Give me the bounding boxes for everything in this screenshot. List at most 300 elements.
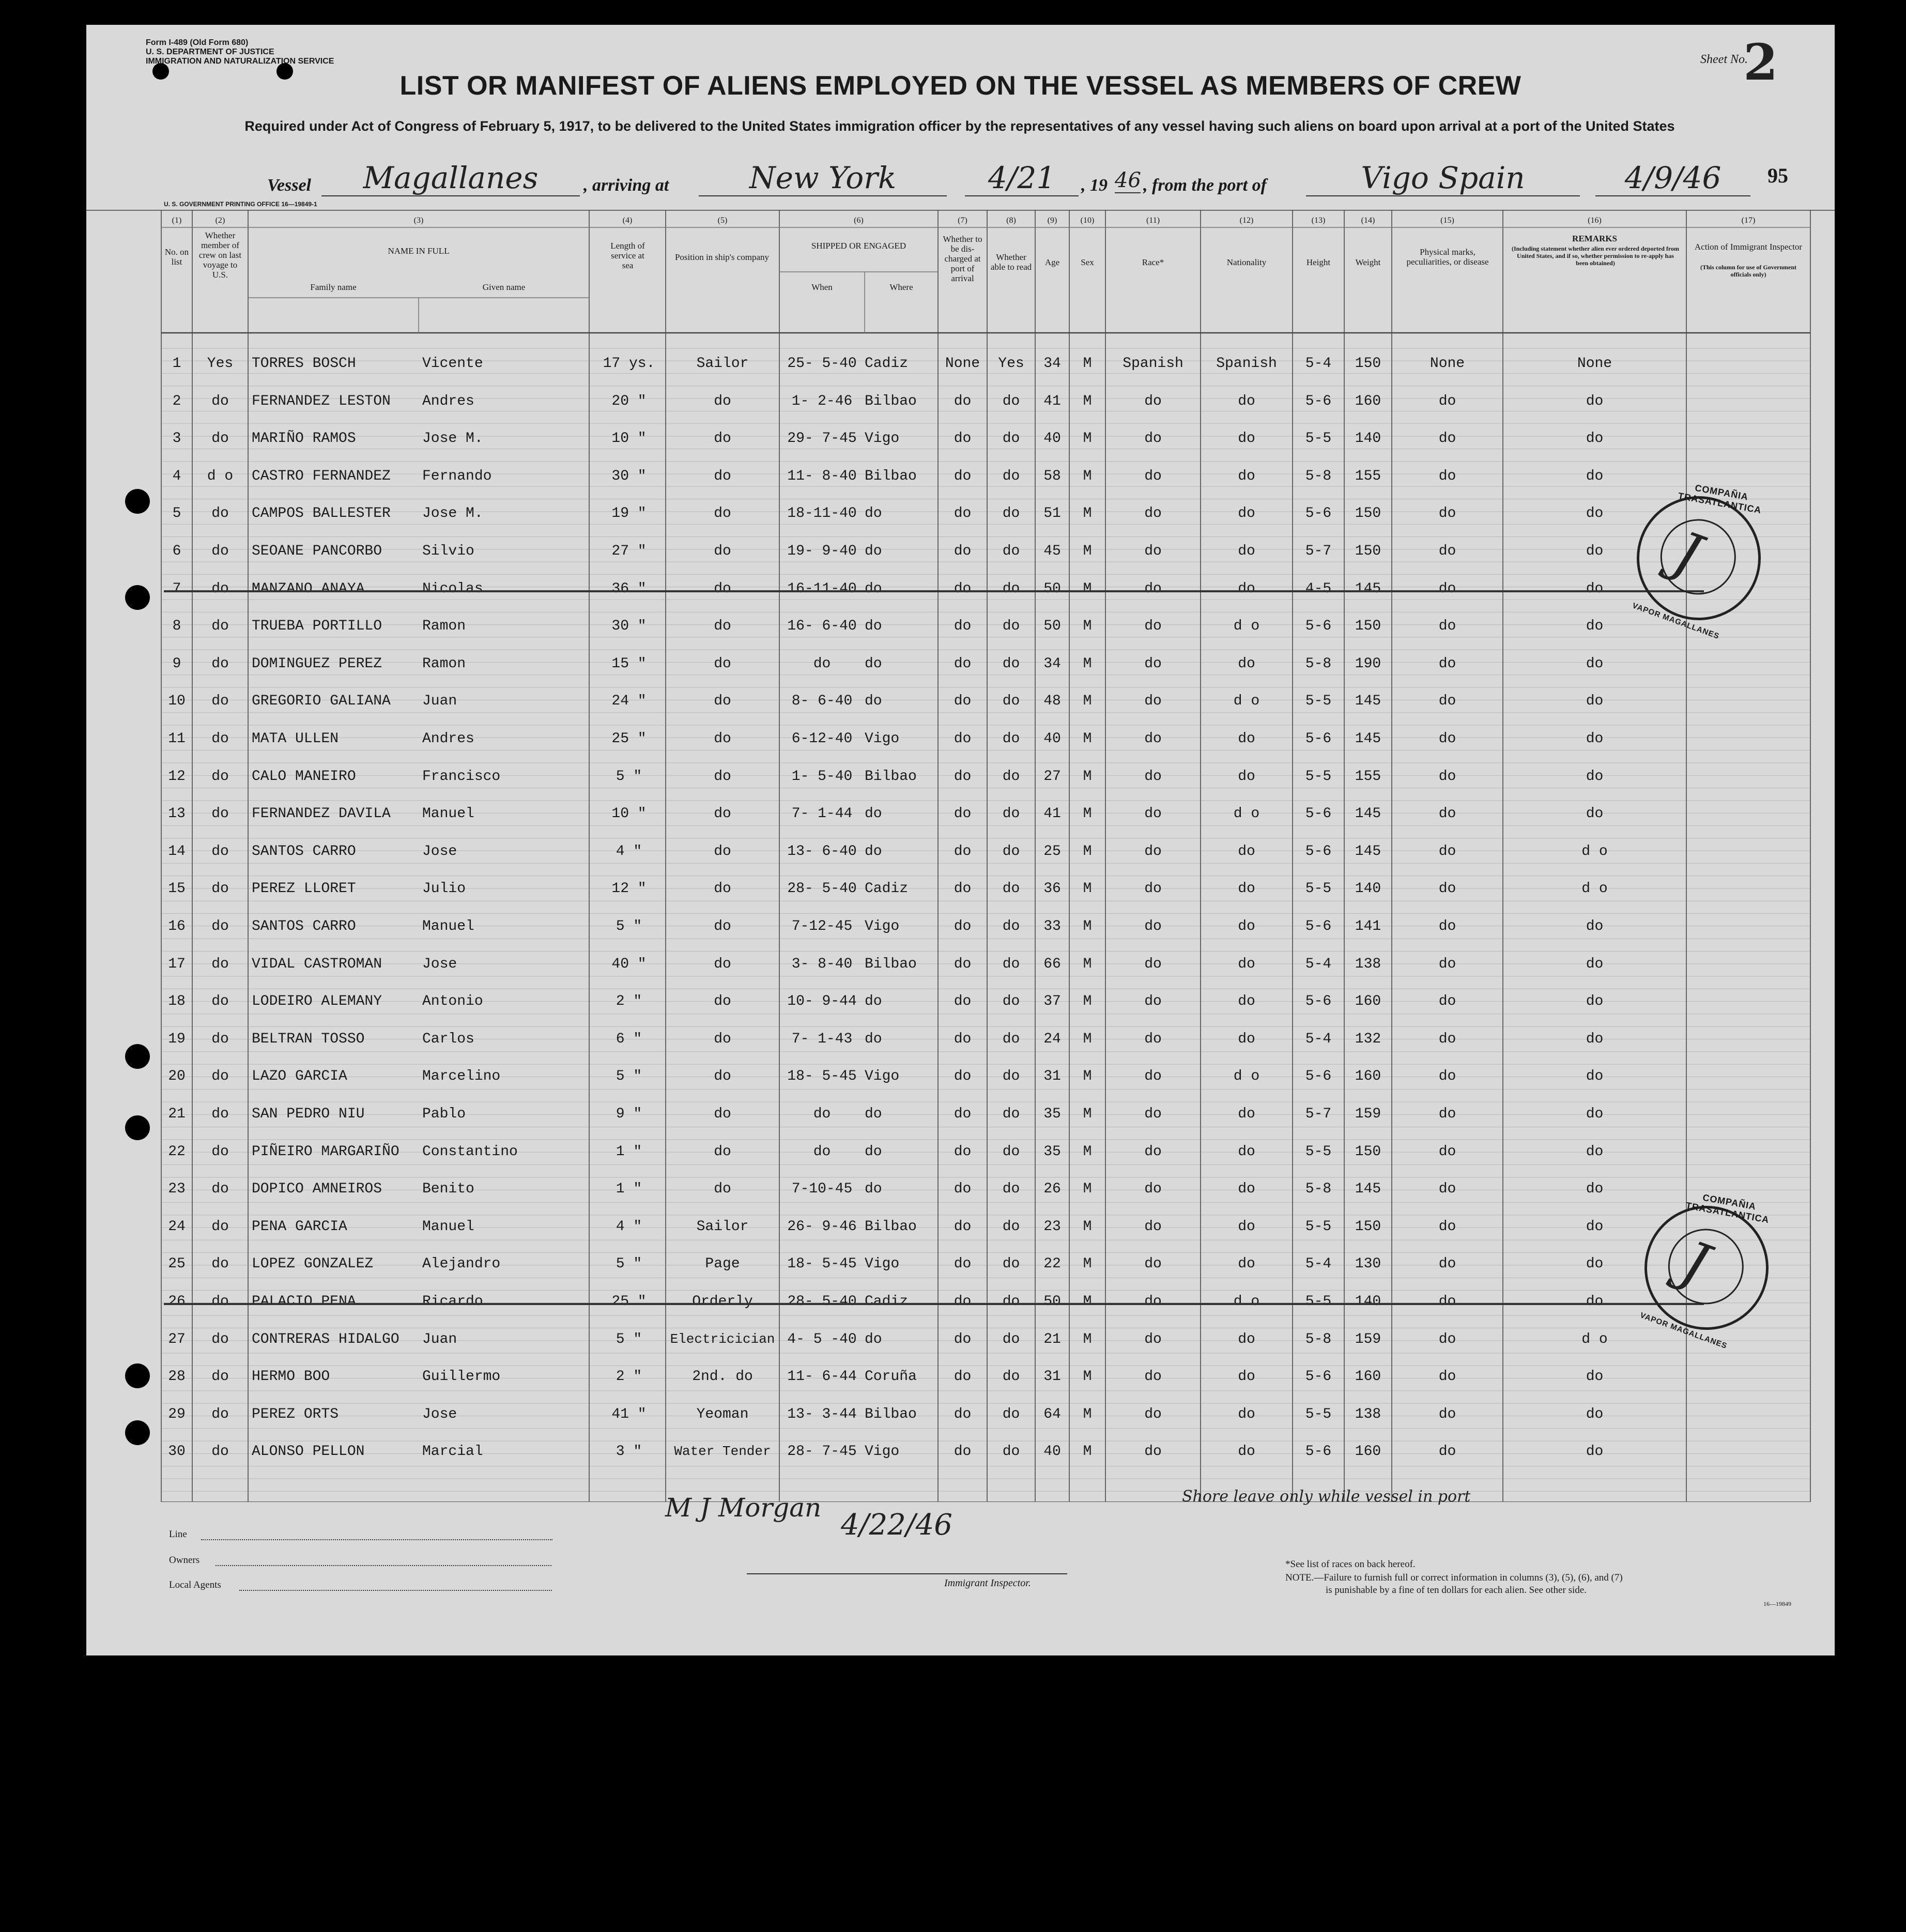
- column-number: (1): [172, 216, 182, 225]
- crew-last-voyage: do: [211, 431, 229, 447]
- shipped-when: 29- 7-45: [787, 431, 857, 447]
- height: 5-6: [1305, 1444, 1332, 1460]
- given-name: Antonio: [422, 993, 483, 1010]
- shipped-when: 11- 6-44: [787, 1369, 857, 1385]
- shipped-when: 28- 5-40: [787, 1294, 857, 1310]
- remarks: do: [1586, 543, 1604, 559]
- able-to-read: do: [1002, 1406, 1020, 1422]
- column-number: (10): [1080, 216, 1095, 225]
- family-name: ALONSO PELLON: [252, 1444, 365, 1460]
- strike-through-line: [164, 590, 1704, 592]
- inspector-date: 4/22/46: [841, 1508, 952, 1542]
- age: 33: [1043, 918, 1061, 934]
- crew-last-voyage: do: [211, 806, 229, 822]
- service-length: 4 ": [616, 843, 642, 860]
- sex: M: [1083, 580, 1092, 597]
- discharged: do: [954, 918, 972, 934]
- service-length: 30 ": [611, 618, 647, 635]
- weight: 150: [1355, 543, 1381, 559]
- race: do: [1144, 468, 1162, 484]
- shipped-where: Coruña: [865, 1369, 917, 1385]
- discharged: do: [954, 1181, 972, 1198]
- page-number: 95: [1767, 164, 1788, 187]
- crew-last-voyage: do: [211, 393, 229, 409]
- remarks: do: [1586, 431, 1604, 447]
- nationality: do: [1238, 1406, 1255, 1422]
- age: 36: [1043, 881, 1061, 897]
- height: 5-8: [1305, 655, 1332, 672]
- nationality: do: [1238, 1106, 1255, 1122]
- service-length: 15 ": [611, 655, 647, 672]
- nationality: d o: [1233, 618, 1260, 635]
- discharged: do: [954, 431, 972, 447]
- remarks: do: [1586, 1369, 1604, 1385]
- shipped-where: do: [865, 1331, 882, 1347]
- height: 5-5: [1305, 1143, 1332, 1160]
- physical-marks: do: [1438, 768, 1456, 785]
- column-header-when: When: [811, 282, 833, 292]
- sex: M: [1083, 768, 1092, 785]
- discharged: do: [954, 1406, 972, 1422]
- discharged: do: [954, 393, 972, 409]
- height: 5-5: [1305, 431, 1332, 447]
- sex: M: [1083, 1068, 1092, 1085]
- race: do: [1144, 655, 1162, 672]
- sex: M: [1083, 1031, 1092, 1047]
- position: do: [714, 1143, 731, 1160]
- discharged: None: [945, 356, 980, 372]
- given-name: Guillermo: [422, 1369, 501, 1385]
- able-to-read: do: [1002, 1294, 1020, 1310]
- nationality: do: [1238, 543, 1255, 559]
- shipped-when: 28- 7-45: [787, 1444, 857, 1460]
- weight: 145: [1355, 693, 1381, 710]
- physical-marks: do: [1438, 1106, 1456, 1122]
- race: do: [1144, 618, 1162, 635]
- remarks: d o: [1581, 1331, 1608, 1347]
- remarks: None: [1577, 356, 1612, 372]
- able-to-read: Yes: [998, 356, 1024, 372]
- given-name: Pablo: [422, 1106, 466, 1122]
- row-number: 11: [168, 731, 186, 747]
- remarks: do: [1586, 655, 1604, 672]
- age: 35: [1043, 1106, 1061, 1122]
- sex: M: [1083, 1143, 1092, 1160]
- shipped-when: 19- 9-40: [787, 543, 857, 559]
- position: Electricician: [670, 1331, 775, 1347]
- weight: 138: [1355, 1406, 1381, 1422]
- weight: 155: [1355, 768, 1381, 785]
- shipped-when: 11- 8-40: [787, 468, 857, 484]
- age: 64: [1043, 1406, 1061, 1422]
- discharged: do: [954, 580, 972, 597]
- shipped-where: Cadiz: [865, 881, 909, 897]
- column-header-marks: Physical marks, peculiarities, or disease: [1406, 247, 1489, 267]
- column-header-action-note: (This column for use of Government officials only): [1700, 264, 1797, 278]
- row-number: 26: [168, 1294, 186, 1310]
- sex: M: [1083, 693, 1092, 710]
- race: do: [1144, 1106, 1162, 1122]
- column-number: (11): [1146, 216, 1160, 225]
- shipped-where: Bilbao: [865, 768, 917, 785]
- crew-last-voyage: do: [211, 1106, 229, 1122]
- able-to-read: do: [1002, 1218, 1020, 1235]
- column-header-race: Race*: [1142, 257, 1164, 267]
- weight: 150: [1355, 356, 1381, 372]
- nationality: d o: [1233, 1294, 1260, 1310]
- given-name: Carlos: [422, 1031, 474, 1047]
- given-name: Silvio: [422, 543, 474, 559]
- nationality: do: [1238, 1256, 1255, 1272]
- column-header-remarks: REMARKS: [1572, 234, 1617, 243]
- family-name: MANZANO ANAYA: [252, 580, 365, 597]
- race: do: [1144, 993, 1162, 1010]
- weight: 190: [1355, 655, 1381, 672]
- race: do: [1144, 693, 1162, 710]
- position: Sailor: [696, 356, 749, 372]
- physical-marks: do: [1438, 1444, 1456, 1460]
- able-to-read: do: [1002, 1106, 1020, 1122]
- position: do: [714, 1068, 731, 1085]
- shipped-where: Vigo: [865, 431, 900, 447]
- row-number: 28: [168, 1369, 186, 1385]
- column-number: (9): [1047, 216, 1057, 225]
- sex: M: [1083, 468, 1092, 484]
- remarks: do: [1586, 1256, 1604, 1272]
- nationality: do: [1238, 393, 1255, 409]
- service-length: 2 ": [616, 1369, 642, 1385]
- remarks: do: [1586, 393, 1604, 409]
- row-number: 8: [172, 618, 181, 635]
- shipped-when: 13- 6-40: [787, 843, 857, 860]
- sex: M: [1083, 1331, 1092, 1347]
- vessel-name: Magallanes: [321, 160, 580, 196]
- physical-marks: do: [1438, 693, 1456, 710]
- shipped-when: 26- 9-46: [787, 1218, 857, 1235]
- owners-field: [216, 1565, 551, 1566]
- physical-marks: do: [1438, 1256, 1456, 1272]
- family-name: PALACIO PENA: [252, 1294, 356, 1310]
- service-length: 1 ": [616, 1143, 642, 1160]
- height: 4-5: [1305, 580, 1332, 597]
- physical-marks: do: [1438, 1369, 1456, 1385]
- family-name: GREGORIO GALIANA: [252, 693, 391, 710]
- given-name: Juan: [422, 1331, 457, 1347]
- family-name: CALO MANEIRO: [252, 768, 356, 785]
- position: do: [714, 1031, 731, 1047]
- nationality: do: [1238, 1181, 1255, 1198]
- discharged: do: [954, 618, 972, 635]
- position: Water Tender: [674, 1444, 771, 1460]
- physical-marks: do: [1438, 505, 1456, 522]
- stamp-company-text: COMPAÑIA TRASATLANTICA: [1685, 1192, 1770, 1225]
- family-name: MATA ULLEN: [252, 731, 339, 747]
- remarks: do: [1586, 618, 1604, 635]
- service-length: 40 ": [611, 956, 647, 972]
- remarks: do: [1586, 918, 1604, 934]
- given-name: Ramon: [422, 618, 466, 635]
- nationality: d o: [1233, 693, 1260, 710]
- shipped-where: Vigo: [865, 1256, 900, 1272]
- physical-marks: do: [1438, 881, 1456, 897]
- manifest-sheet: [86, 25, 1835, 1655]
- column-number: (15): [1440, 216, 1454, 225]
- discharged: do: [954, 731, 972, 747]
- age: 50: [1043, 1294, 1061, 1310]
- able-to-read: do: [1002, 618, 1020, 635]
- column-header-remarks-note: (Including statement whether alien ever ordered deported from United States, and if so, whether permission to re-apply has been obtained): [1511, 245, 1680, 267]
- given-name: Andres: [422, 731, 474, 747]
- crew-last-voyage: do: [211, 543, 229, 559]
- weight: 145: [1355, 731, 1381, 747]
- row-number: 24: [168, 1218, 186, 1235]
- shipped-when: do: [813, 1143, 831, 1160]
- column-header-weight: Weight: [1355, 257, 1381, 267]
- race: do: [1144, 1068, 1162, 1085]
- able-to-read: do: [1002, 431, 1020, 447]
- owners-label: Owners: [169, 1555, 200, 1566]
- year-label: , 19: [1081, 176, 1108, 195]
- row-number: 4: [172, 468, 181, 484]
- discharged: do: [954, 768, 972, 785]
- height: 5-6: [1305, 618, 1332, 635]
- remarks: do: [1586, 468, 1604, 484]
- able-to-read: do: [1002, 1031, 1020, 1047]
- weight: 140: [1355, 431, 1381, 447]
- row-number: 3: [172, 431, 181, 447]
- department-name: U. S. DEPARTMENT OF JUSTICE: [146, 48, 274, 56]
- sheet-number: 2: [1743, 33, 1778, 91]
- sex: M: [1083, 806, 1092, 822]
- height: 5-6: [1305, 918, 1332, 934]
- given-name: Jose: [422, 956, 457, 972]
- shipped-when: 18- 5-45: [787, 1256, 857, 1272]
- physical-marks: do: [1438, 956, 1456, 972]
- discharged: do: [954, 993, 972, 1010]
- height: 5-5: [1305, 1218, 1332, 1235]
- family-name: TORRES BOSCH: [252, 356, 356, 372]
- position: do: [714, 918, 731, 934]
- column-number: (6): [854, 216, 864, 225]
- shipped-when: 28- 5-40: [787, 881, 857, 897]
- column-header-shipped: SHIPPED OR ENGAGED: [811, 241, 906, 251]
- column-header-sex: Sex: [1081, 257, 1094, 267]
- given-name: Juan: [422, 693, 457, 710]
- weight: 145: [1355, 843, 1381, 860]
- column-header-crew: Whether member of crew on last voyage to U.S.: [198, 231, 242, 280]
- column-header-read: Whether able to read: [990, 252, 1032, 272]
- race: do: [1144, 881, 1162, 897]
- sex: M: [1083, 1369, 1092, 1385]
- sex: M: [1083, 1444, 1092, 1460]
- local-agents-field: [239, 1590, 552, 1591]
- able-to-read: do: [1002, 768, 1020, 785]
- position: do: [714, 618, 731, 635]
- position: do: [714, 431, 731, 447]
- shipped-where: do: [865, 1143, 882, 1160]
- races-note: *See list of races on back hereof.: [1285, 1559, 1416, 1570]
- discharged: do: [954, 1106, 972, 1122]
- crew-last-voyage: Yes: [207, 356, 234, 372]
- weight: 150: [1355, 1218, 1381, 1235]
- column-number: (8): [1006, 216, 1016, 225]
- able-to-read: do: [1002, 543, 1020, 559]
- nationality: do: [1238, 1031, 1255, 1047]
- column-number: (16): [1588, 216, 1602, 225]
- service-length: 10 ": [611, 431, 647, 447]
- stamp-initials: J: [1666, 518, 1710, 589]
- row-number: 20: [168, 1068, 186, 1085]
- family-name: PEREZ LLORET: [252, 881, 356, 897]
- shipped-where: do: [865, 993, 882, 1010]
- physical-marks: do: [1438, 843, 1456, 860]
- service-length: 27 ": [611, 543, 647, 559]
- service-length: 25 ": [611, 1294, 647, 1310]
- family-name: PEREZ ORTS: [252, 1406, 339, 1422]
- sex: M: [1083, 655, 1092, 672]
- row-number: 18: [168, 993, 186, 1010]
- position: Yeoman: [696, 1406, 749, 1422]
- physical-marks: do: [1438, 543, 1456, 559]
- family-name: LODEIRO ALEMANY: [252, 993, 382, 1010]
- shipped-when: 18-11-40: [787, 505, 857, 522]
- position: do: [714, 881, 731, 897]
- shipped-when: 1- 5-40: [791, 768, 853, 785]
- arrival-date: 4/21: [965, 160, 1079, 196]
- service-length: 24 ": [611, 693, 647, 710]
- weight: 159: [1355, 1331, 1381, 1347]
- service-length: 4 ": [616, 1218, 642, 1235]
- remarks: do: [1586, 1143, 1604, 1160]
- age: 31: [1043, 1068, 1061, 1085]
- able-to-read: do: [1002, 843, 1020, 860]
- crew-last-voyage: do: [211, 918, 229, 934]
- race: do: [1144, 918, 1162, 934]
- column-header-height: Height: [1306, 257, 1331, 267]
- departure-date: 4/9/46: [1595, 160, 1750, 196]
- sex: M: [1083, 1106, 1092, 1122]
- physical-marks: do: [1438, 806, 1456, 822]
- sex: M: [1083, 1294, 1092, 1310]
- nationality: do: [1238, 843, 1255, 860]
- nationality: do: [1238, 505, 1255, 522]
- race: do: [1144, 543, 1162, 559]
- local-agents-label: Local Agents: [169, 1580, 221, 1590]
- physical-marks: do: [1438, 468, 1456, 484]
- position: 2nd. do: [692, 1369, 753, 1385]
- service-length: 5 ": [616, 918, 642, 934]
- family-name: SAN PEDRO NIU: [252, 1106, 365, 1122]
- given-name: Manuel: [422, 918, 474, 934]
- race: do: [1144, 806, 1162, 822]
- shore-leave-note: Shore leave only while vessel in port: [1182, 1488, 1471, 1506]
- shipped-when: 18- 5-45: [787, 1068, 857, 1085]
- form-code: 16—19849: [1763, 1600, 1791, 1607]
- family-name: DOPICO AMNEIROS: [252, 1181, 382, 1198]
- physical-marks: None: [1430, 356, 1465, 372]
- family-name: HERMO BOO: [252, 1369, 330, 1385]
- race: do: [1144, 1181, 1162, 1198]
- physical-marks: do: [1438, 580, 1456, 597]
- discharged: do: [954, 1369, 972, 1385]
- shipped-when: 7- 1-44: [791, 806, 853, 822]
- discharged: do: [954, 1031, 972, 1047]
- shipped-where: Bilbao: [865, 1406, 917, 1422]
- vessel-label: Vessel: [267, 176, 311, 195]
- crew-last-voyage: do: [211, 580, 229, 597]
- position: do: [714, 993, 731, 1010]
- age: 51: [1043, 505, 1061, 522]
- arriving-label: , arriving at: [583, 176, 669, 195]
- shipped-where: do: [865, 505, 882, 522]
- physical-marks: do: [1438, 431, 1456, 447]
- shipped-where: do: [865, 655, 882, 672]
- family-name: CONTRERAS HIDALGO: [252, 1331, 399, 1347]
- crew-last-voyage: do: [211, 618, 229, 635]
- crew-last-voyage: do: [211, 1031, 229, 1047]
- age: 21: [1043, 1331, 1061, 1347]
- crew-last-voyage: do: [211, 1406, 229, 1422]
- age: 34: [1043, 655, 1061, 672]
- age: 40: [1043, 431, 1061, 447]
- shipped-when: 3- 8-40: [791, 956, 853, 972]
- weight: 141: [1355, 918, 1381, 934]
- height: 5-6: [1305, 993, 1332, 1010]
- able-to-read: do: [1002, 1068, 1020, 1085]
- physical-marks: do: [1438, 1218, 1456, 1235]
- weight: 140: [1355, 1294, 1381, 1310]
- age: 40: [1043, 1444, 1061, 1460]
- given-name: Alejandro: [422, 1256, 501, 1272]
- shipped-where: do: [865, 1031, 882, 1047]
- race: do: [1144, 505, 1162, 522]
- physical-marks: do: [1438, 993, 1456, 1010]
- weight: 140: [1355, 881, 1381, 897]
- penalty-note-cont: is punishable by a fine of ten dollars for each alien. See other side.: [1326, 1585, 1587, 1596]
- race: do: [1144, 768, 1162, 785]
- given-name: Fernando: [422, 468, 492, 484]
- document-subtitle: Required under Act of Congress of February 5, 1917, to be delivered to the United States immigration officer by the representatives of any vessel having such aliens on board upon arrival at a port of the United States: [244, 118, 1675, 134]
- age: 27: [1043, 768, 1061, 785]
- position: do: [714, 843, 731, 860]
- shipped-where: do: [865, 806, 882, 822]
- column-header-no: No. on list: [164, 247, 189, 267]
- height: 5-5: [1305, 768, 1332, 785]
- service-length: 6 ": [616, 1031, 642, 1047]
- column-header-action: Action of Immigrant Inspector: [1694, 242, 1803, 252]
- sheet-label: Sheet No.: [1700, 53, 1748, 66]
- weight: 150: [1355, 1143, 1381, 1160]
- able-to-read: do: [1002, 580, 1020, 597]
- shipped-where: Cadiz: [865, 356, 909, 372]
- nationality: do: [1238, 468, 1255, 484]
- service-length: 1 ": [616, 1181, 642, 1198]
- age: 50: [1043, 618, 1061, 635]
- form-identifier: [146, 38, 334, 66]
- remarks: do: [1586, 1218, 1604, 1235]
- row-number: 23: [168, 1181, 186, 1198]
- family-name: CAMPOS BALLESTER: [252, 505, 391, 522]
- stamp-initials: J: [1673, 1228, 1718, 1298]
- position: do: [714, 655, 731, 672]
- nationality: d o: [1233, 1068, 1260, 1085]
- column-number: (12): [1239, 216, 1254, 225]
- crew-last-voyage: do: [211, 1218, 229, 1235]
- service-length: 9 ": [616, 1106, 642, 1122]
- age: 24: [1043, 1031, 1061, 1047]
- race: do: [1144, 431, 1162, 447]
- column-header-age: Age: [1044, 257, 1060, 267]
